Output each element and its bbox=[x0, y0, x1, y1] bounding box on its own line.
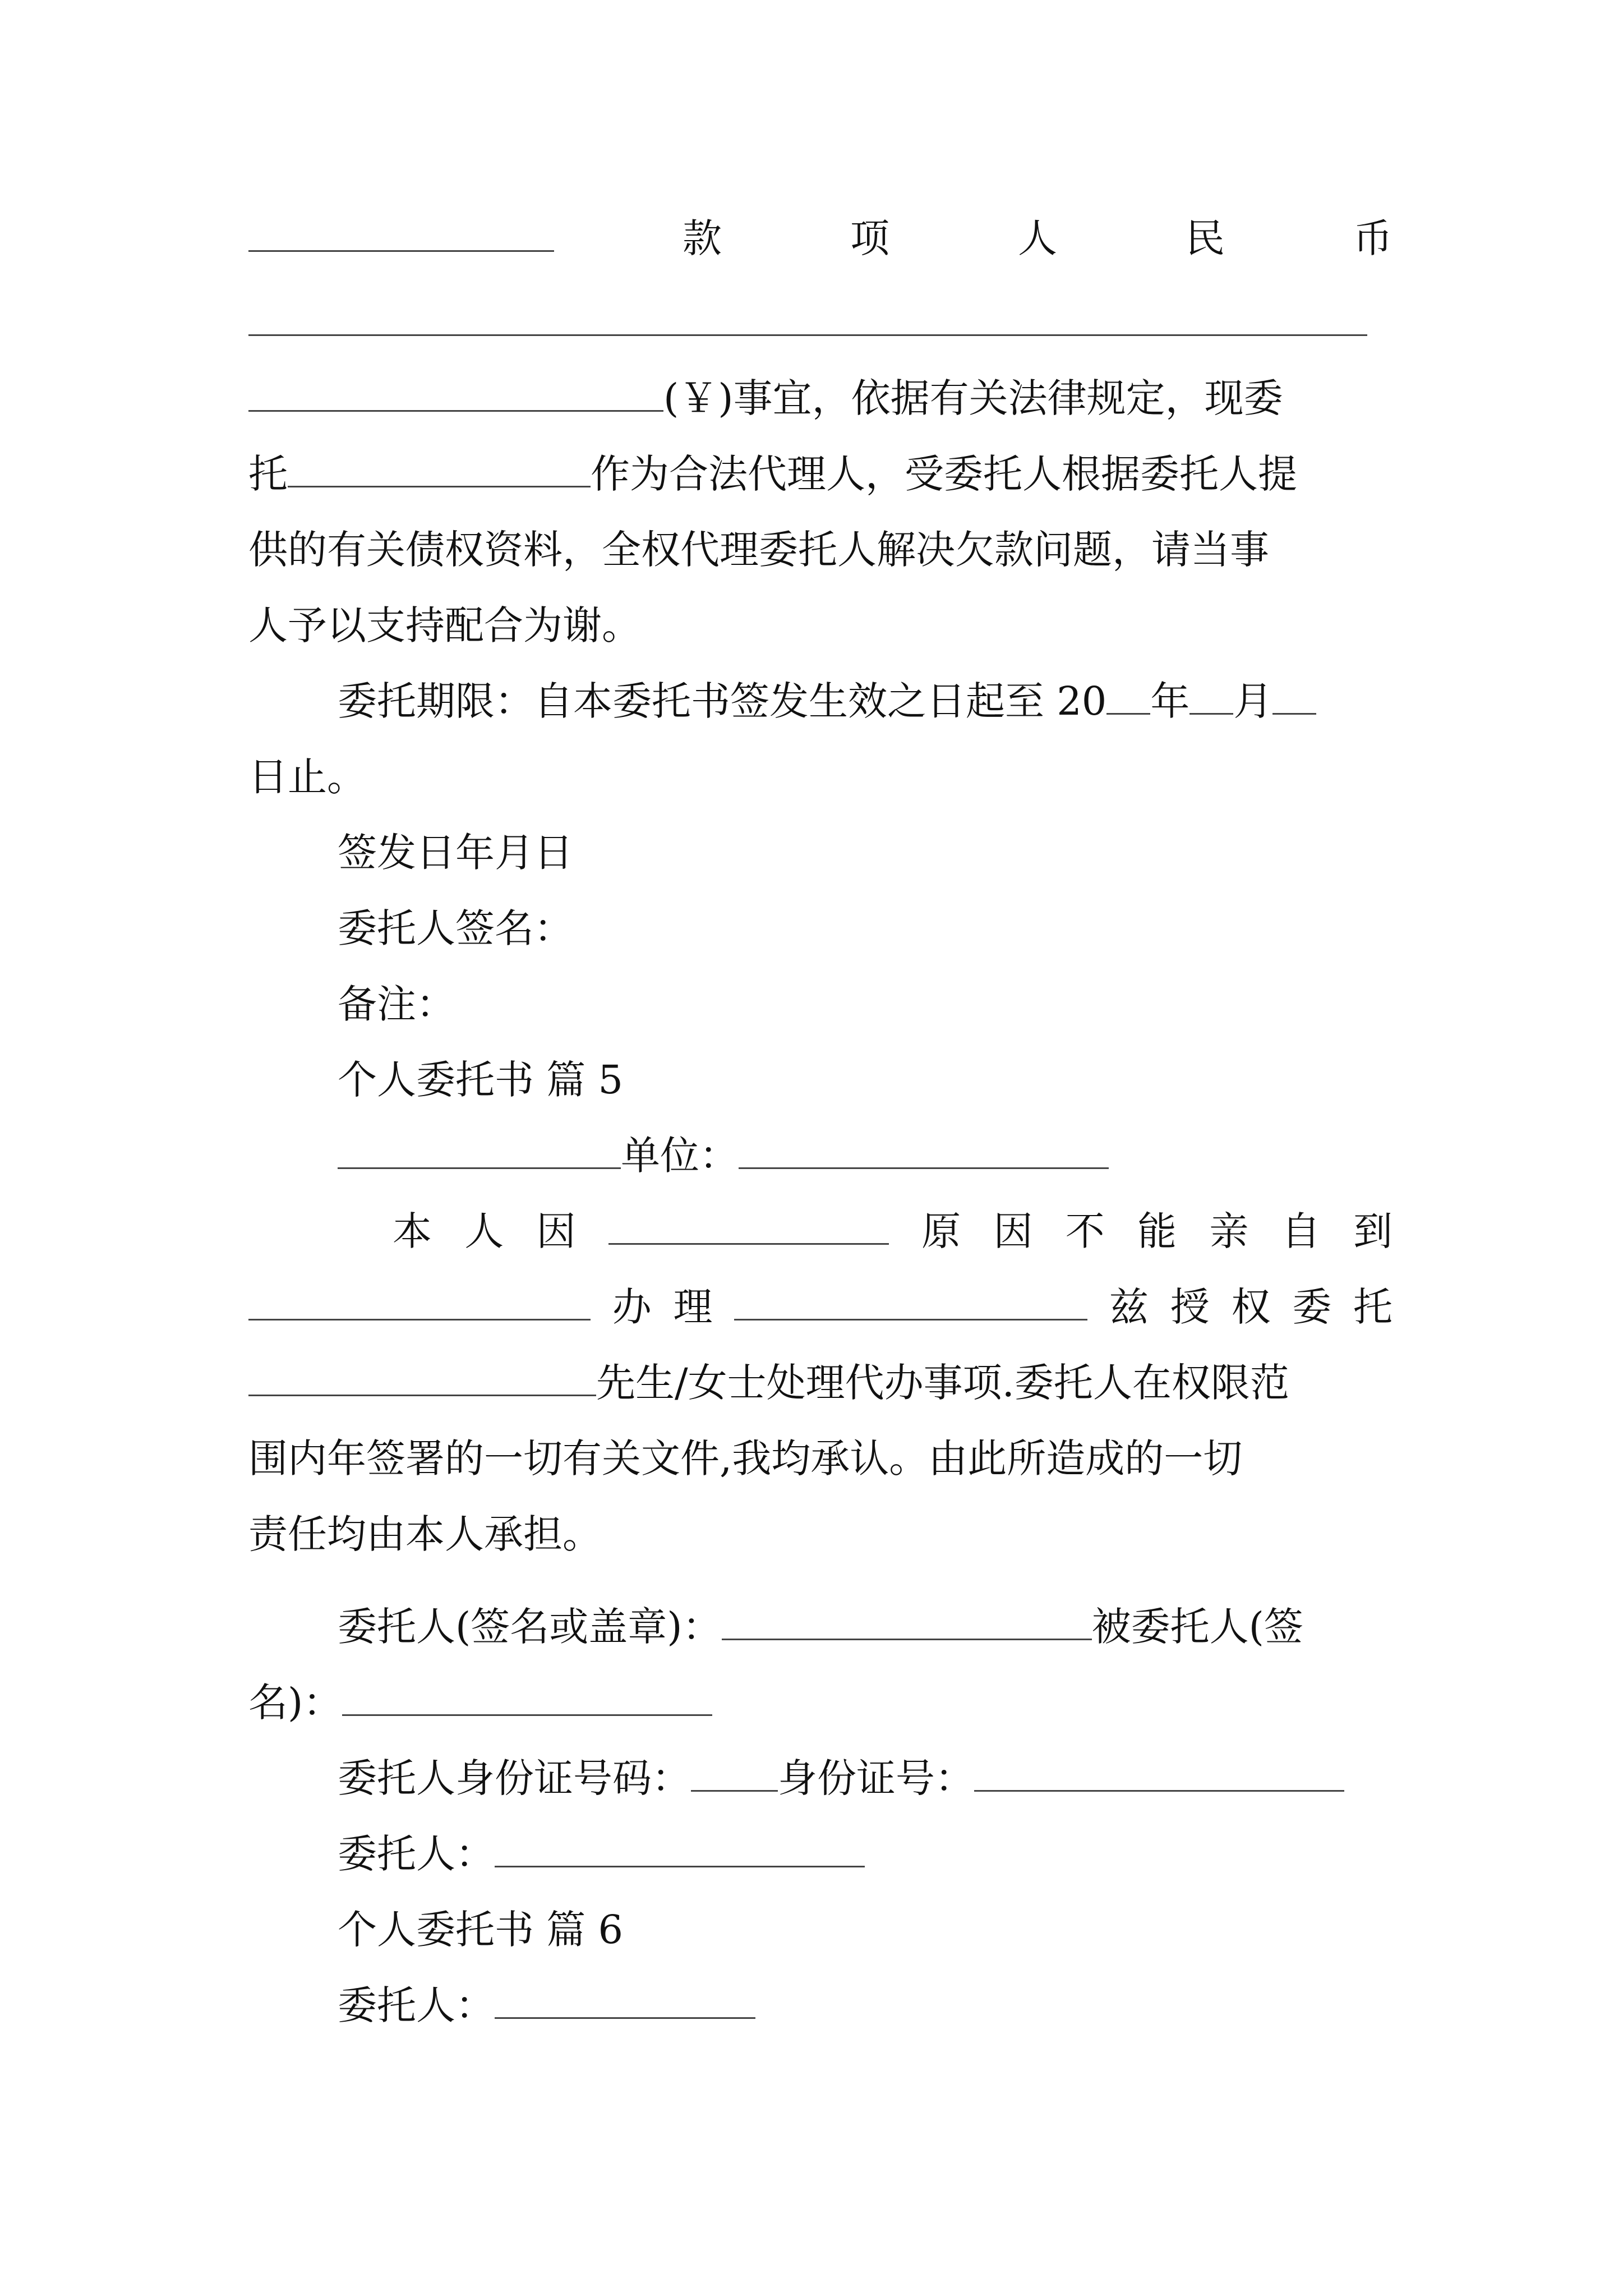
remarks-line: 备注： bbox=[338, 981, 455, 1027]
amount-line bbox=[248, 208, 1393, 269]
char: 办 bbox=[612, 1284, 652, 1330]
signature-line bbox=[338, 1596, 1393, 1658]
text: 委托期限：自本委托书签发生效之日起至 20 bbox=[338, 678, 1107, 724]
issue-date-line: 签发日年月日 bbox=[338, 830, 573, 876]
text: 年 bbox=[1150, 678, 1190, 724]
blank-month[interactable] bbox=[1189, 679, 1233, 715]
blank-agent-name[interactable] bbox=[248, 1361, 596, 1396]
char: 理 bbox=[673, 1284, 713, 1330]
blank-principal-2[interactable] bbox=[495, 1984, 755, 2019]
text: 委托人： bbox=[338, 1831, 495, 1877]
blank-principal[interactable] bbox=[495, 1832, 865, 1867]
text: 单位： bbox=[621, 1133, 739, 1179]
reason-line bbox=[393, 1200, 1393, 1262]
char: 权 bbox=[1231, 1284, 1271, 1330]
char: 人 bbox=[464, 1208, 504, 1254]
char: 民 bbox=[1186, 215, 1225, 261]
blank-place[interactable] bbox=[248, 1285, 591, 1320]
char: 到 bbox=[1353, 1208, 1393, 1254]
char: 委 bbox=[1292, 1284, 1332, 1330]
text: 名)： bbox=[248, 1680, 343, 1726]
text: 身份证号： bbox=[778, 1755, 974, 1801]
char: 托 bbox=[1353, 1284, 1393, 1330]
char: 授 bbox=[1170, 1284, 1210, 1330]
para-line: 责任均由本人承担。 bbox=[248, 1511, 602, 1557]
blank-reason[interactable] bbox=[608, 1209, 889, 1245]
blank-day[interactable] bbox=[1272, 679, 1316, 715]
blank-unit[interactable] bbox=[739, 1134, 1109, 1169]
char: 本 bbox=[393, 1208, 432, 1254]
text: 作为合法代理人，受委托人根据委托人提 bbox=[591, 451, 1297, 497]
principal-line bbox=[338, 1975, 1393, 2036]
text: 委托人： bbox=[338, 1982, 495, 2028]
blank-amount[interactable] bbox=[248, 301, 1367, 336]
char: 不 bbox=[1065, 1208, 1105, 1254]
id-line bbox=[338, 1747, 1393, 1809]
blank-principal-signature[interactable] bbox=[722, 1605, 1092, 1640]
char: 因 bbox=[993, 1208, 1033, 1254]
handle-line bbox=[248, 1276, 1393, 1338]
principal-line bbox=[338, 1823, 1393, 1885]
para-line: 围内年签署的一切有关文件,我均承认。由此所造成的一切 bbox=[248, 1435, 1243, 1481]
para-line bbox=[248, 1352, 1393, 1414]
char: 兹 bbox=[1109, 1284, 1149, 1330]
char: 原 bbox=[921, 1208, 961, 1254]
char: 项 bbox=[850, 215, 889, 261]
principal-signature-line: 委托人签名： bbox=[338, 905, 573, 951]
text: (￥)事宜，依据有关法律规定，现委 bbox=[663, 375, 1283, 421]
blank-matter[interactable] bbox=[734, 1285, 1087, 1320]
char: 能 bbox=[1137, 1208, 1177, 1254]
para-line: 日止。 bbox=[248, 754, 366, 800]
blank-agent-id[interactable] bbox=[974, 1756, 1344, 1792]
char: 人 bbox=[1018, 215, 1057, 261]
char: 因 bbox=[536, 1208, 576, 1254]
char: 亲 bbox=[1209, 1208, 1249, 1254]
term-line bbox=[338, 670, 1393, 732]
text: 委托人(签名或盖章)： bbox=[338, 1604, 722, 1650]
blank-name[interactable] bbox=[338, 1134, 621, 1169]
blank-creditor[interactable] bbox=[248, 217, 554, 252]
text: 先生/女士处理代办事项.委托人在权限范 bbox=[596, 1360, 1289, 1406]
blank-agent-signature[interactable] bbox=[342, 1681, 712, 1716]
section-heading: 个人委托书 篇 5 bbox=[338, 1057, 624, 1103]
text: 月 bbox=[1233, 678, 1273, 724]
para-line bbox=[248, 443, 1393, 505]
char: 币 bbox=[1353, 215, 1393, 261]
text: 被委托人(签 bbox=[1091, 1604, 1303, 1650]
section-heading: 个人委托书 篇 6 bbox=[338, 1907, 624, 1953]
signature-line-cont bbox=[248, 1672, 1393, 1733]
char: 款 bbox=[683, 215, 722, 261]
blank-agent[interactable] bbox=[288, 452, 591, 487]
char: 自 bbox=[1281, 1208, 1321, 1254]
amount-blank-line bbox=[248, 292, 1393, 353]
unit-line bbox=[338, 1125, 1393, 1186]
blank-principal-id[interactable] bbox=[691, 1756, 778, 1792]
para-line: 供的有关债权资料，全权代理委托人解决欠款问题，请当事 bbox=[248, 527, 1269, 573]
text: 委托人身份证号码： bbox=[338, 1755, 691, 1801]
para-line bbox=[248, 367, 1393, 429]
text: 托 bbox=[248, 451, 288, 497]
blank-year[interactable] bbox=[1106, 679, 1150, 715]
para-line: 人予以支持配合为谢。 bbox=[248, 602, 641, 648]
blank-amount-figure[interactable] bbox=[248, 376, 663, 412]
